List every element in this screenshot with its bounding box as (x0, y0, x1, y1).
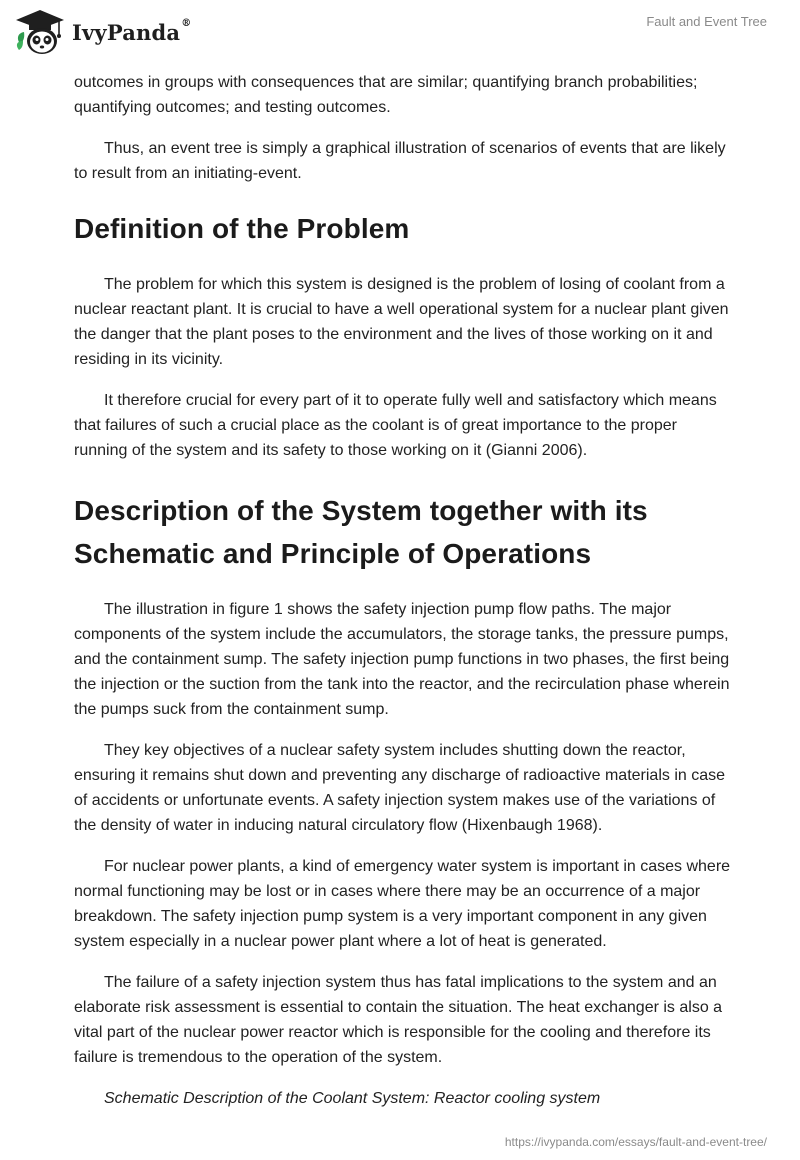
figure-caption: Schematic Description of the Coolant System: Reactor cooling system (104, 1090, 601, 1107)
paragraph-intro-continued: outcomes in groups with consequences that are similar; quantifying branch probabilities; quantifying outcomes; and testing outcomes. (74, 74, 698, 116)
brand-name: IvyPanda® (72, 17, 192, 45)
paragraph-description-3: For nuclear power plants, a kind of emergency water system is important in cases where normal functioning may be lost or in cases where there may be an occurrence of a major breakdown. The safety injection pump system is a very important component in any given system especially in a nuclear power plant where a lot of heat is generated. (74, 858, 731, 950)
source-url-link[interactable]: https://ivypanda.com/essays/fault-and-event-tree/ (504, 1135, 767, 1149)
heading-definition-of-problem: Definition of the Problem (74, 213, 410, 244)
paragraph-intro-2: Thus, an event tree is simply a graphical illustration of scenarios of events that are likely to result from an initiating-event. (74, 140, 726, 182)
heading-system-description: Description of the System together with its Schematic and Principle of Operations (74, 495, 648, 569)
ivypanda-logo[interactable] (14, 8, 191, 56)
paragraph-description-4: The failure of a safety injection system thus has fatal implications to the system and an elaborate risk assessment is essential to contain the situation. The heat exchanger is also a vital part of the nuclear power reactor which is responsible for the cooling and therefore its failure is tremendous to the operation of the system. (74, 974, 723, 1066)
paragraph-problem-2: It therefore crucial for every part of it to operate fully well and satisfactory which means that failures of such a crucial place as the coolant is of great importance to the proper running of the system and its safety to those working on it (Gianni 2006). (74, 392, 717, 459)
paragraph-problem-1: The problem for which this system is designed is the problem of losing of coolant from a nuclear reactant plant. It is crucial to have a well operational system for a nuclear plant given the danger that the plant poses to the environment and the lives of those working on it and residing in its vicinity. (74, 276, 729, 368)
paragraph-description-2: They key objectives of a nuclear safety system includes shutting down the reactor, ensuring it remains shut down and preventing any discharge of radioactive materials in case of accidents or unfortunate events. A safety injection system makes use of the variations of the density of water in inducing natural circulatory flow (Hixenbaugh 1968). (74, 742, 726, 834)
panda-graduate-icon (14, 8, 66, 56)
page-header (0, 0, 800, 70)
essay-body (74, 70, 734, 1111)
paragraph-description-1: The illustration in figure 1 shows the safety injection pump flow paths. The major components of the system include the accumulators, the storage tanks, the pressure pumps, and the containment sump. The safety injection pump functions in two phases, the first being the injection or the suction from the tank into the reactor, and the recirculation phase wherein the pumps suck from the containment sump. (74, 601, 730, 718)
document-title: Fault and Event Tree (646, 14, 767, 29)
